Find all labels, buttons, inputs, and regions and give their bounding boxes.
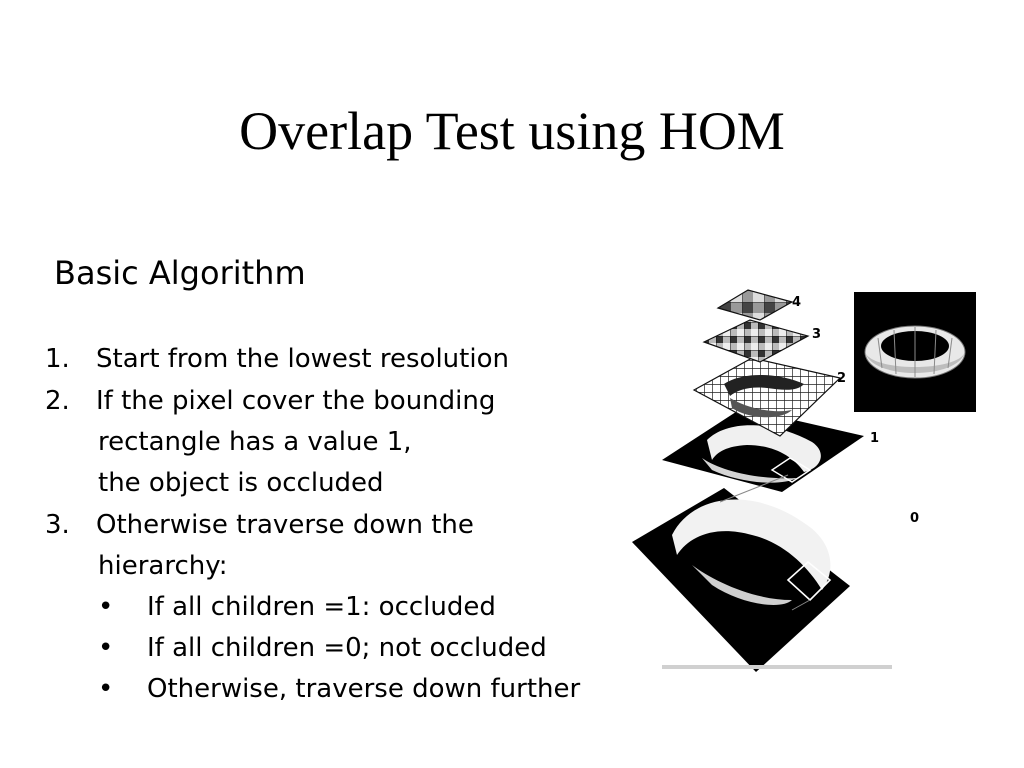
slide-subtitle: Basic Algorithm bbox=[54, 254, 306, 292]
level-label-1: 1 bbox=[870, 431, 880, 446]
pyramid-level-4 bbox=[718, 290, 792, 320]
step-number: 3. bbox=[45, 510, 70, 540]
pyramid-level-2 bbox=[694, 358, 840, 436]
bullet-glyph: • bbox=[98, 674, 114, 704]
step-text: hierarchy: bbox=[98, 551, 228, 581]
step-text: If the pixel cover the bounding bbox=[96, 386, 496, 416]
step-number: 2. bbox=[45, 386, 70, 416]
step-number: 1. bbox=[45, 344, 70, 374]
pyramid-level-3 bbox=[704, 320, 808, 362]
step-text: rectangle has a value 1, bbox=[98, 427, 412, 457]
pyramid-level-0 bbox=[632, 488, 850, 672]
hom-pyramid-figure bbox=[632, 280, 980, 672]
step-text: Otherwise traverse down the bbox=[96, 510, 474, 540]
level-label-0: 0 bbox=[910, 511, 920, 526]
step-text: Start from the lowest resolution bbox=[96, 344, 509, 374]
caption-strip bbox=[662, 665, 892, 669]
step-text: the object is occluded bbox=[98, 468, 384, 498]
bullet-text: If all children =1: occluded bbox=[147, 592, 496, 622]
bullet-glyph: • bbox=[98, 592, 114, 622]
level-label-3: 3 bbox=[812, 327, 822, 342]
torus-inset-image bbox=[854, 292, 976, 412]
level-label-2: 2 bbox=[837, 371, 847, 386]
bullet-glyph: • bbox=[98, 633, 114, 663]
level-label-4: 4 bbox=[792, 295, 802, 310]
bullet-text: Otherwise, traverse down further bbox=[147, 674, 581, 704]
bullet-text: If all children =0; not occluded bbox=[147, 633, 547, 663]
slide-title: Overlap Test using HOM bbox=[239, 101, 785, 161]
